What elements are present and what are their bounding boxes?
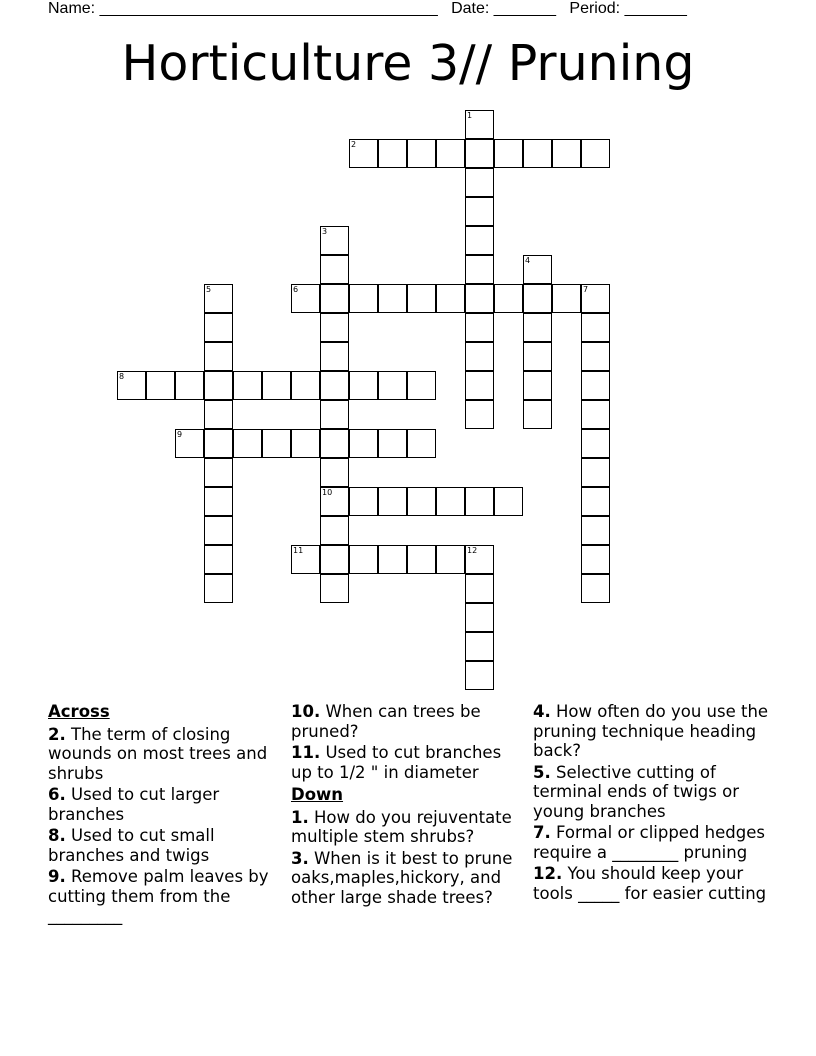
grid-cell[interactable] (320, 516, 349, 545)
grid-cell[interactable] (349, 284, 378, 313)
period-label: Period: (569, 0, 621, 17)
down-clue-3: 3. When is it best to prune oaks,maples,hickory, and other large shade trees? (291, 848, 513, 907)
grid-cell[interactable] (175, 429, 204, 458)
grid-cell[interactable] (378, 545, 407, 574)
grid-cell[interactable] (320, 487, 349, 516)
grid-cell[interactable] (204, 284, 233, 313)
across-clue-11: 11. Used to cut branches up to 1/2 " in diameter (291, 743, 502, 782)
grid-cell[interactable] (407, 284, 436, 313)
clue-number: 6 (293, 285, 299, 294)
grid-cell[interactable] (581, 458, 610, 487)
grid-cell[interactable] (581, 429, 610, 458)
student-info-header (48, 0, 687, 18)
name-label: Name: (48, 0, 96, 17)
grid-cell[interactable] (581, 516, 610, 545)
grid-cell[interactable] (233, 371, 262, 400)
grid-cell[interactable] (204, 400, 233, 429)
grid-cell[interactable] (523, 284, 552, 313)
across-clue-6: 6. Used to cut larger branches (48, 785, 220, 824)
grid-cell[interactable] (581, 545, 610, 574)
grid-cell[interactable] (349, 139, 378, 168)
grid-cell[interactable] (407, 139, 436, 168)
grid-cell[interactable] (117, 371, 146, 400)
grid-cell[interactable] (465, 139, 494, 168)
grid-cell[interactable] (523, 313, 552, 342)
grid-cell[interactable] (291, 429, 320, 458)
grid-cell[interactable] (320, 284, 349, 313)
grid-cell[interactable] (523, 139, 552, 168)
down-clue-5: 5. Selective cutting of terminal ends of twigs or young branches (533, 762, 739, 821)
grid-cell[interactable] (523, 400, 552, 429)
clues-column-1 (48, 702, 284, 928)
clue-number: 11 (293, 546, 304, 555)
grid-cell[interactable] (465, 574, 494, 603)
grid-cell[interactable] (291, 545, 320, 574)
grid-cell[interactable] (436, 139, 465, 168)
grid-cell[interactable] (552, 284, 581, 313)
grid-cell[interactable] (465, 487, 494, 516)
grid-cell[interactable] (465, 110, 494, 139)
grid-cell[interactable] (407, 429, 436, 458)
grid-cell[interactable] (320, 574, 349, 603)
grid-cell[interactable] (204, 516, 233, 545)
grid-cell[interactable] (204, 429, 233, 458)
clue-number: 12 (467, 546, 478, 555)
across-heading: Across (48, 702, 110, 721)
clues-column-3 (533, 702, 773, 905)
puzzle-title: Horticulture 3// Pruning (121, 35, 695, 92)
grid-cell[interactable] (494, 139, 523, 168)
grid-cell[interactable] (320, 313, 349, 342)
grid-cell[interactable] (465, 226, 494, 255)
name-blank[interactable]: ______________________________________ (99, 0, 438, 17)
grid-cell[interactable] (436, 487, 465, 516)
grid-cell[interactable] (291, 284, 320, 313)
grid-cell[interactable] (436, 284, 465, 313)
grid-cell[interactable] (378, 139, 407, 168)
grid-cell[interactable] (349, 429, 378, 458)
grid-cell[interactable] (204, 574, 233, 603)
grid-cell[interactable] (378, 487, 407, 516)
grid-cell[interactable] (465, 661, 494, 690)
grid-cell[interactable] (581, 284, 610, 313)
grid-cell[interactable] (465, 400, 494, 429)
grid-cell[interactable] (204, 371, 233, 400)
clue-number: 5 (206, 285, 212, 294)
grid-cell[interactable] (581, 313, 610, 342)
grid-cell[interactable] (378, 284, 407, 313)
grid-cell[interactable] (581, 139, 610, 168)
grid-cell[interactable] (465, 255, 494, 284)
grid-cell[interactable] (146, 371, 175, 400)
grid-cell[interactable] (494, 284, 523, 313)
grid-cell[interactable] (204, 342, 233, 371)
grid-cell[interactable] (465, 197, 494, 226)
across-clue-9: 9. Remove palm leaves by cutting them from the _________ (48, 867, 269, 925)
down-clue-12: 12. You should keep your tools _____ for easier cutting (533, 864, 767, 903)
grid-cell[interactable] (436, 545, 465, 574)
across-clue-2: 2. The term of closing wounds on most trees and shrubs (48, 724, 268, 783)
grid-cell[interactable] (465, 284, 494, 313)
down-heading: Down (291, 785, 344, 804)
clue-number: 10 (322, 488, 333, 497)
clue-number: 9 (177, 430, 183, 439)
grid-cell[interactable] (581, 487, 610, 516)
grid-cell[interactable] (465, 168, 494, 197)
period-blank[interactable]: _______ (624, 0, 687, 17)
grid-cell[interactable] (465, 371, 494, 400)
grid-cell[interactable] (552, 139, 581, 168)
grid-cell[interactable] (581, 400, 610, 429)
grid-cell[interactable] (378, 429, 407, 458)
across-clue-8: 8. Used to cut small branches and twigs (48, 826, 215, 865)
grid-cell[interactable] (581, 342, 610, 371)
grid-cell[interactable] (523, 371, 552, 400)
grid-cell[interactable] (320, 226, 349, 255)
grid-cell[interactable] (175, 371, 204, 400)
date-label: Date: (451, 0, 490, 17)
grid-cell[interactable] (465, 603, 494, 632)
grid-cell[interactable] (523, 255, 552, 284)
grid-cell[interactable] (320, 545, 349, 574)
grid-cell[interactable] (581, 371, 610, 400)
clues-column-2 (291, 702, 527, 909)
clue-number: 3 (322, 227, 328, 236)
grid-cell[interactable] (204, 458, 233, 487)
date-blank[interactable]: _______ (493, 0, 557, 17)
grid-cell[interactable] (204, 545, 233, 574)
down-clue-4: 4. How often do you use the pruning technique heading back? (533, 702, 769, 760)
across-clue-10: 10. When can trees be pruned? (291, 702, 481, 741)
clue-number: 7 (583, 285, 589, 294)
grid-cell[interactable] (349, 487, 378, 516)
grid-cell[interactable] (320, 342, 349, 371)
grid-cell[interactable] (523, 342, 552, 371)
grid-cell[interactable] (204, 487, 233, 516)
grid-cell[interactable] (407, 371, 436, 400)
down-clue-7: 7. Formal or clipped hedges require a ________ pruning (533, 823, 765, 862)
grid-cell[interactable] (465, 313, 494, 342)
grid-cell[interactable] (320, 429, 349, 458)
grid-cell[interactable] (349, 371, 378, 400)
grid-cell[interactable] (378, 371, 407, 400)
clue-number: 2 (351, 140, 357, 149)
grid-cell[interactable] (262, 429, 291, 458)
grid-cell[interactable] (233, 429, 262, 458)
grid-cell[interactable] (320, 458, 349, 487)
grid-cell[interactable] (204, 313, 233, 342)
clue-number: 4 (525, 256, 531, 265)
clue-number: 1 (467, 111, 473, 120)
clue-number: 8 (119, 372, 125, 381)
grid-cell[interactable] (407, 487, 436, 516)
grid-cell[interactable] (320, 255, 349, 284)
grid-cell[interactable] (291, 371, 320, 400)
grid-cell[interactable] (320, 371, 349, 400)
grid-cell[interactable] (581, 574, 610, 603)
grid-cell[interactable] (465, 632, 494, 661)
grid-cell[interactable] (262, 371, 291, 400)
grid-cell[interactable] (494, 487, 523, 516)
grid-cell[interactable] (320, 400, 349, 429)
grid-cell[interactable] (349, 545, 378, 574)
grid-cell[interactable] (465, 342, 494, 371)
grid-cell[interactable] (465, 545, 494, 574)
down-clue-1: 1. How do you rejuventate multiple stem shrubs? (291, 807, 512, 846)
grid-cell[interactable] (407, 545, 436, 574)
